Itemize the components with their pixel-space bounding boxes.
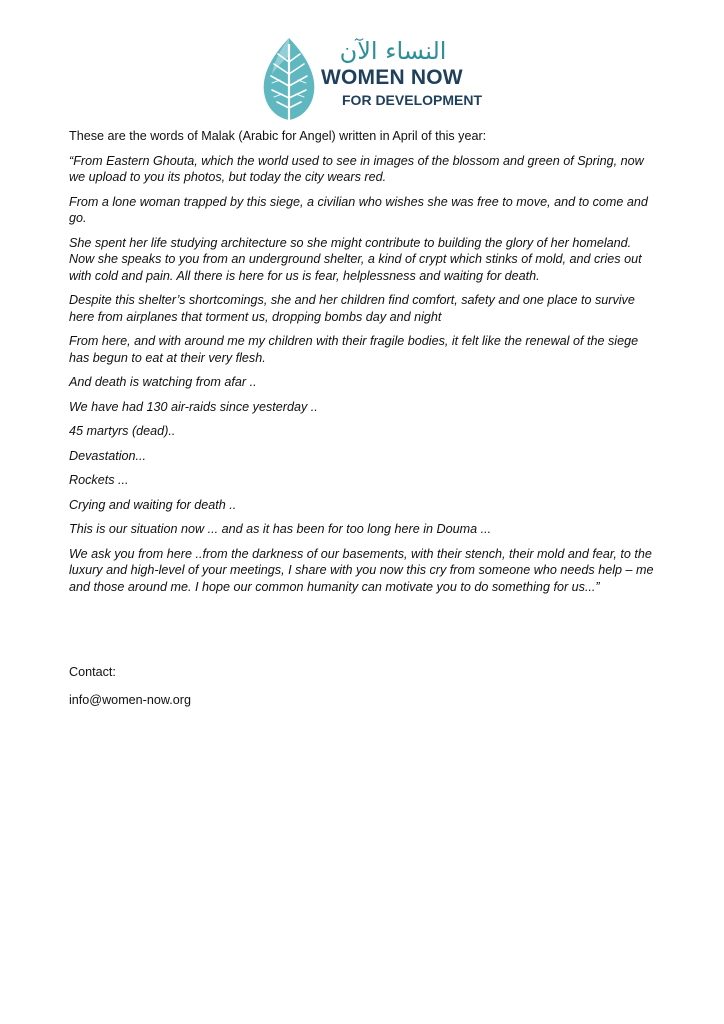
letter-paragraph: Devastation... bbox=[69, 448, 147, 463]
logo-arabic-text: النساء الآن bbox=[339, 37, 447, 65]
logo-subtitle: FOR DEVELOPMENT bbox=[342, 92, 483, 108]
letter-paragraph: Crying and waiting for death .. bbox=[69, 497, 237, 512]
letter-paragraph: She spent her life studying architecture so she might contribute to building the glory of her homeland. Now she speaks to you from an underground shelter, a kind of crypt which stinks of mold, and cries out with cold and pain. All there is here for us is fear, helplessness and waiting for death. bbox=[69, 235, 642, 283]
letter-paragraph: Rockets ... bbox=[69, 473, 129, 487]
letter-paragraph: 45 martyrs (dead).. bbox=[69, 424, 176, 438]
letter-paragraph: This is our situation now ... and as it has been for too long here in Douma ... bbox=[69, 522, 492, 536]
letter-paragraph: From here, and with around me my children with their fragile bodies, it felt like the renewal of the siege has begun to eat at their very flesh. bbox=[69, 334, 639, 365]
contact-email[interactable]: info@women-now.org bbox=[69, 692, 191, 707]
letter-paragraph: We ask you from here ..from the darkness of our basements, with their stench, their mold and fear, to the luxury and high-level of your meetings, I share with you now this cry from someone who needs help – me and those around me. I hope our common humanity can motivate you to do something for us...” bbox=[69, 546, 654, 594]
letter-paragraph: “From Eastern Ghouta, which the world used to see in images of the blossom and green of Spring, now we upload to you its photos, but today the city wears red. bbox=[69, 153, 644, 184]
letter-paragraph: And death is watching from afar .. bbox=[69, 375, 257, 389]
letter-paragraph: From a lone woman trapped by this siege, a civilian who wishes she was free to move, and to come and go. bbox=[69, 194, 648, 225]
contact-section bbox=[69, 664, 191, 719]
letter-paragraph: We have had 130 air-raids since yesterday .. bbox=[69, 399, 318, 414]
logo-title: WOMEN NOW bbox=[321, 66, 463, 89]
letter-paragraph: Despite this shelter’s shortcomings, she and her children find comfort, safety and one place to survive here from airplanes that torment us, dropping bombs day and night bbox=[69, 293, 635, 324]
contact-label: Contact: bbox=[69, 665, 116, 679]
letter-intro: These are the words of Malak (Arabic for Angel) written in April of this year: bbox=[69, 129, 487, 143]
letter-body bbox=[69, 128, 659, 603]
women-now-logo bbox=[258, 36, 483, 126]
leaf-logo-icon bbox=[260, 36, 318, 122]
